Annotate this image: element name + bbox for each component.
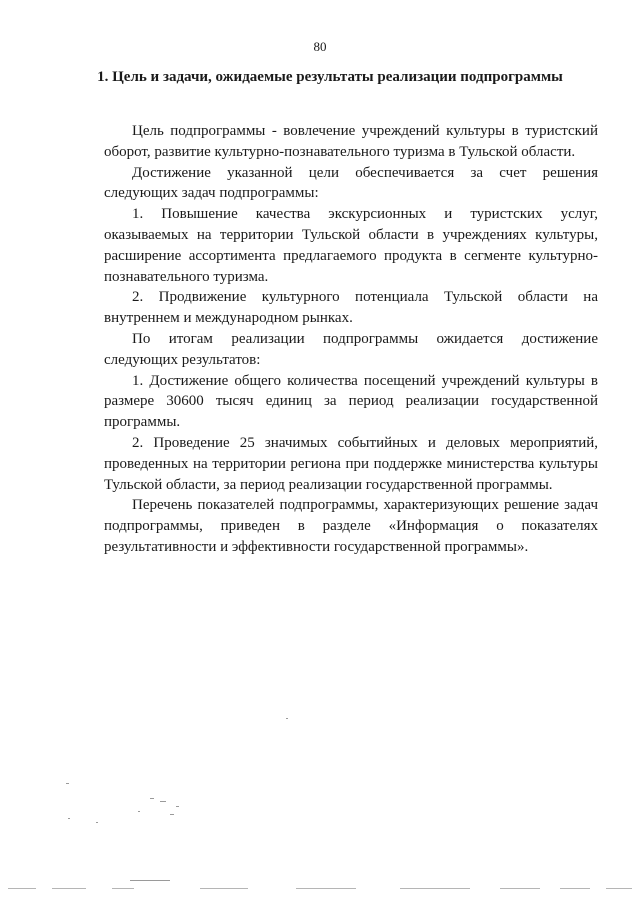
- page-number: 80: [313, 39, 327, 54]
- section-heading: 1. Цель и задачи, ожидаемые результаты реализации подпрограммы: [97, 69, 563, 85]
- paragraph-goal: Цель подпрограммы - вовлечение учреждений культуры в туристский оборот, развитие культурно-познавательного туризма в Тульской области.: [104, 123, 598, 160]
- paragraph-results-intro: По итогам реализации подпрограммы ожидается достижение следующих результатов:: [104, 330, 598, 368]
- paragraph-result-2: 2. Проведение 25 значимых событийных и деловых мероприятий, проведенных на территории региона при поддержке министерства культуры Тульской области, за период реализации государственной программы.: [104, 434, 598, 493]
- paragraph-result-1: 1. Достижение общего количества посещений учреждений культуры в размере 30600 тысяч единиц за период реализации государственной программы.: [104, 372, 598, 431]
- paragraph-tasks-intro: Достижение указанной цели обеспечивается за счет решения следующих задач подпрограммы:: [104, 164, 598, 202]
- document-body: [104, 121, 598, 558]
- paragraph-task-1: 1. Повышение качества экскурсионных и туристских услуг, оказываемых на территории Тульской области в учреждениях культуры, расширение ассортимента предлагаемого продукта в сегменте культурно-познавательного туризма.: [104, 206, 598, 285]
- paragraph-task-2: 2. Продвижение культурного потенциала Тульской области на внутреннем и международном рынках.: [104, 289, 598, 327]
- paragraph-indicators: Перечень показателей подпрограммы, характеризующих решение задач подпрограммы, приведен в разделе «Информация о показателях результативности и эффективности государственной программы».: [104, 497, 598, 555]
